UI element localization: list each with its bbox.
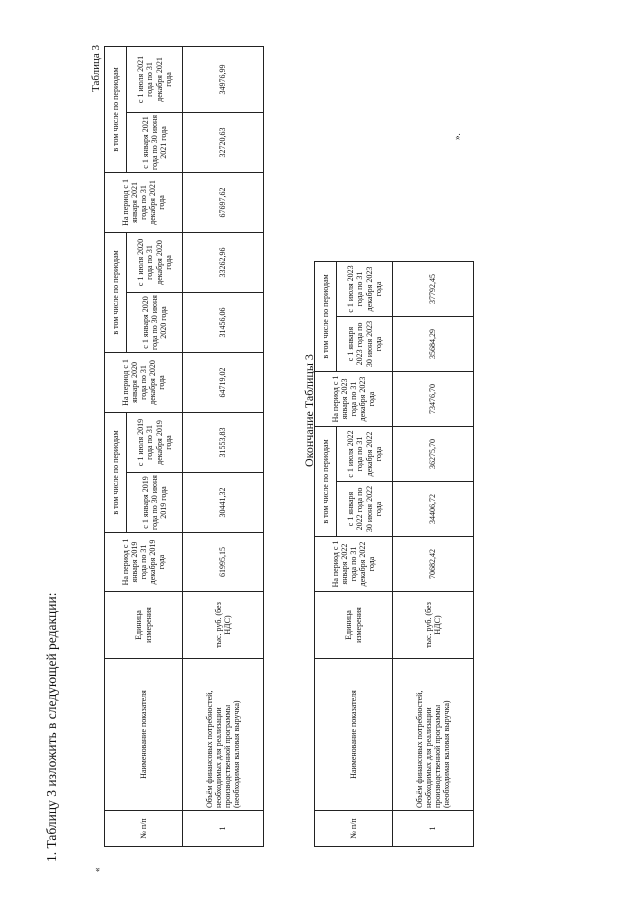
header-period-2021: На период с 1 января 2021 года по 31 декабря 2021 года: [105, 172, 183, 232]
header-h1-2023: с 1 января 2023 года по 30 июня 2023 года: [337, 316, 393, 371]
cell-2022-h2: 36275,70: [393, 426, 474, 481]
header-period-2019: На период с 1 января 2019 года по 31 декабря 2019 года: [105, 533, 183, 592]
cell-name: Объём финансовых потребностей, необходимых для реализации производственной программы (необходимая валовая выручка): [183, 659, 264, 811]
cell-2019-h2: 31553,83: [183, 412, 264, 472]
header-h1-2021: с 1 января 2021 года по 30 июня 2021 года: [127, 112, 183, 172]
rotated-page: [20, 22, 620, 882]
header-sub-2022: в том числе по периодам: [315, 426, 337, 536]
open-quote: «: [92, 867, 102, 872]
header-name: Наименование показателя: [105, 659, 183, 811]
cell-2023: 73476,70: [393, 371, 474, 426]
header-num: № п/п: [315, 811, 393, 847]
cell-2023-h1: 35684,29: [393, 316, 474, 371]
table-row: [183, 46, 264, 846]
header-sub-2019: в том числе по периодам: [105, 412, 127, 532]
cell-2022: 70682,42: [393, 537, 474, 592]
cell-2021-h1: 32720,63: [183, 112, 264, 172]
header-sub-2023: в том числе по периодам: [315, 261, 337, 371]
table-row: [393, 261, 474, 846]
header-unit: Единица измерения: [105, 592, 183, 659]
document-heading: 1. Таблицу 3 изложить в следующей редакции:: [44, 592, 59, 862]
header-period-2023: На период с 1 января 2023 года по 31 декабря 2023 года: [315, 371, 393, 426]
table1-caption: Таблица 3: [90, 44, 102, 92]
header-unit: Единица измерения: [315, 592, 393, 659]
cell-2022-h1: 34406,72: [393, 482, 474, 537]
header-h2-2019: с 1 июля 2019 года по 31 декабря 2019 года: [127, 412, 183, 472]
cell-2021-h2: 34976,99: [183, 46, 264, 112]
cell-2020-h1: 31456,06: [183, 292, 264, 352]
cell-unit: тыс. руб. (без НДС): [393, 592, 474, 659]
header-num: № п/п: [105, 811, 183, 847]
header-h1-2019: с 1 января 2019 года по 30 июня 2019 года: [127, 473, 183, 533]
header-sub-2020: в том числе по периодам: [105, 232, 127, 352]
header-h2-2021: с 1 июля 2021 года по 31 декабря 2021 года: [127, 46, 183, 112]
cell-2019-h1: 30441,32: [183, 473, 264, 533]
header-name: Наименование показателя: [315, 659, 393, 811]
header-h1-2020: с 1 января 2020 года по 30 июня 2020 года: [127, 292, 183, 352]
cell-2023-h2: 37792,45: [393, 261, 474, 316]
header-sub-2021: в том числе по периодам: [105, 46, 127, 172]
cell-2019: 61995,15: [183, 533, 264, 592]
cell-unit: тыс. руб. (без НДС): [183, 592, 264, 659]
cell-2021: 67697,62: [183, 172, 264, 232]
header-h2-2023: с 1 июля 2023 года по 31 декабря 2023 года: [337, 261, 393, 316]
table-3-ending: [314, 261, 474, 847]
close-quote: ».: [452, 133, 462, 140]
cell-num: 1: [393, 811, 474, 847]
cell-name: Объём финансовых потребностей, необходимых для реализации производственной программы (необходимая валовая выручка): [393, 659, 474, 811]
header-h1-2022: с 1 января 2022 года по 30 июня 2022 года: [337, 482, 393, 537]
header-h2-2022: с 1 июля 2022 года по 31 декабря 2022 года: [337, 426, 393, 481]
header-h2-2020: с 1 июля 2020 года по 31 декабря 2020 года: [127, 232, 183, 292]
header-period-2020: На период с 1 января 2020 года по 31 декабря 2020 года: [105, 352, 183, 412]
table-3: [104, 46, 264, 847]
cell-2020-h2: 33262,96: [183, 232, 264, 292]
table2-caption: Окончание Таблицы 3: [302, 354, 316, 467]
cell-2020: 64719,02: [183, 352, 264, 412]
cell-num: 1: [183, 811, 264, 847]
header-period-2022: На период с 1 января 2022 года по 31 декабря 2022 года: [315, 537, 393, 592]
